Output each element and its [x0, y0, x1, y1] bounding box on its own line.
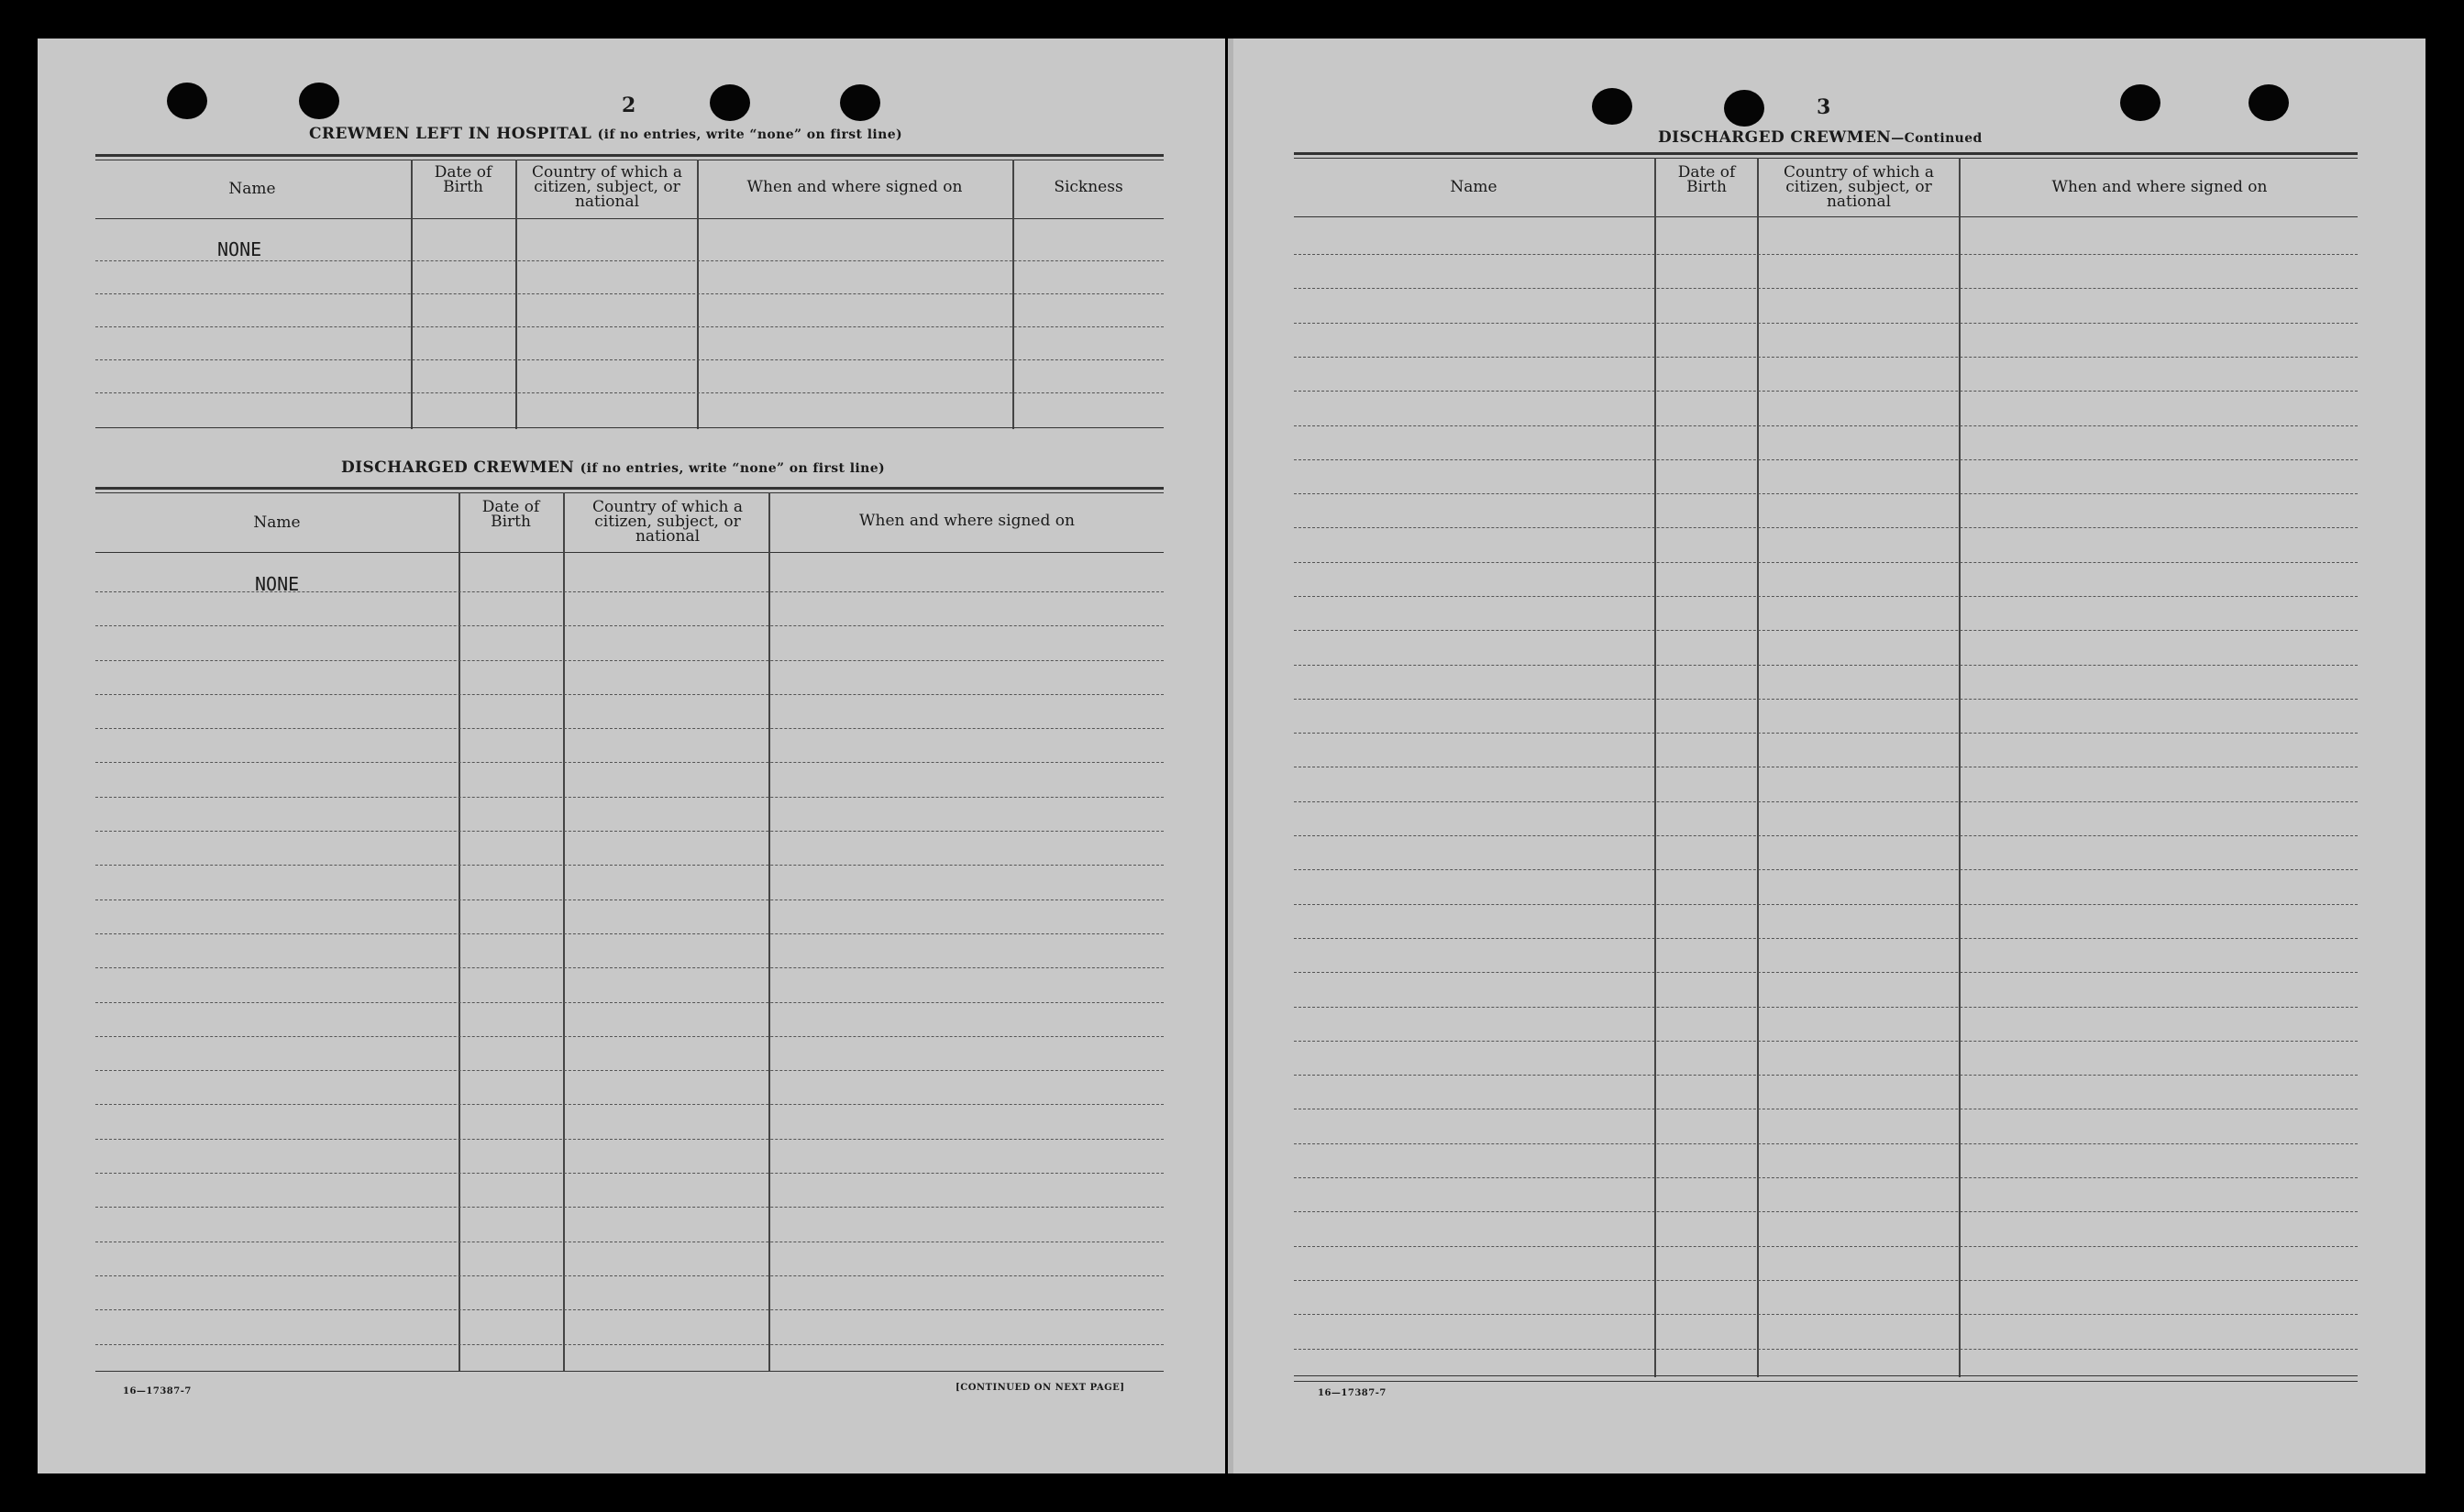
entry-line	[1294, 1246, 2358, 1247]
column-divider	[1654, 158, 1656, 1377]
entry-line	[95, 625, 1164, 626]
entry-line	[1294, 1280, 2358, 1281]
entry-line	[1294, 288, 2358, 289]
entry-line	[95, 1002, 1164, 1003]
col-header-sickness: Sickness	[1054, 178, 1123, 196]
entry-line	[95, 1344, 1164, 1345]
discharged-entry-none: NONE	[255, 573, 300, 595]
hospital-instruction: (if no entries, write “none” on first line)	[597, 127, 903, 142]
entry-line	[95, 1275, 1164, 1276]
punch-hole	[1592, 88, 1632, 125]
entry-line	[1294, 1143, 2358, 1144]
col-header-signed-on: When and where signed on	[859, 512, 1075, 530]
entry-line	[1294, 459, 2358, 460]
table-top-rule	[1294, 152, 2358, 155]
hospital-title-text: CREWMEN LEFT IN HOSPITAL	[309, 125, 592, 143]
col-header-signed-on: When and where signed on	[746, 178, 963, 196]
entry-line	[1294, 1075, 2358, 1076]
hospital-entry-none: NONE	[217, 238, 262, 260]
entry-line	[1294, 1349, 2358, 1350]
table-top-rule	[95, 487, 1164, 490]
entry-line	[95, 1309, 1164, 1310]
entry-line	[1294, 1177, 2358, 1178]
entry-line	[95, 260, 1164, 261]
punch-hole	[2249, 84, 2289, 121]
col-header-name: Name	[253, 513, 301, 532]
entry-line	[95, 762, 1164, 763]
entry-line	[95, 694, 1164, 695]
entry-line	[95, 865, 1164, 866]
entry-line	[95, 967, 1164, 968]
column-divider	[411, 160, 413, 429]
entry-line	[1294, 391, 2358, 392]
column-divider	[563, 492, 565, 1371]
entry-line	[1294, 425, 2358, 426]
entry-line	[1294, 596, 2358, 597]
header-bottom-rule	[95, 218, 1164, 219]
punch-hole	[1724, 90, 1764, 127]
col-header-date-of-birth: Date of Birth	[1677, 163, 1736, 196]
entry-line	[95, 1070, 1164, 1071]
entry-line	[1294, 254, 2358, 255]
col-header-date-of-birth: Date of Birth	[481, 498, 540, 531]
page-number: 3	[1817, 95, 1831, 119]
entry-line	[95, 1104, 1164, 1105]
column-divider	[697, 160, 699, 429]
table-bottom-rule	[95, 1371, 1164, 1372]
col-header-name: Name	[228, 180, 276, 198]
column-divider	[1757, 158, 1759, 1377]
column-divider	[1012, 160, 1014, 429]
entry-line	[95, 797, 1164, 798]
entry-line	[95, 1173, 1164, 1174]
entry-line	[1294, 835, 2358, 836]
entry-line	[95, 899, 1164, 900]
table-bottom-rule	[95, 427, 1164, 428]
entry-line	[1294, 1211, 2358, 1212]
entry-line	[1294, 972, 2358, 973]
entry-line	[1294, 323, 2358, 324]
continued-suffix: —Continued	[1891, 131, 1983, 146]
entry-line	[1294, 357, 2358, 358]
entry-line	[95, 831, 1164, 832]
form-number: 16—17387-7	[1318, 1388, 1387, 1398]
col-header-country: Country of which a citizen, subject, or national	[532, 163, 682, 211]
table-bottom-rule	[1294, 1375, 2358, 1376]
entry-line	[1294, 493, 2358, 494]
entry-line	[1294, 665, 2358, 666]
entry-line	[1294, 938, 2358, 939]
entry-line	[1294, 1314, 2358, 1315]
column-divider	[459, 492, 460, 1371]
entry-line	[95, 660, 1164, 661]
entry-line	[95, 1036, 1164, 1037]
entry-line	[1294, 699, 2358, 700]
entry-line	[1294, 562, 2358, 563]
column-divider	[768, 492, 770, 1371]
discharged-instruction: (if no entries, write “none” on first line)	[580, 461, 886, 476]
entry-line	[95, 1207, 1164, 1208]
header-bottom-rule	[1294, 216, 2358, 217]
column-divider	[515, 160, 517, 429]
discharged-title-text: DISCHARGED CREWMEN	[341, 458, 575, 477]
entry-line	[1294, 1041, 2358, 1042]
left-page	[38, 39, 1225, 1473]
entry-line	[1294, 527, 2358, 528]
punch-hole	[2120, 84, 2160, 121]
header-bottom-rule	[95, 552, 1164, 553]
column-divider	[1959, 158, 1961, 1377]
continued-title-text: DISCHARGED CREWMEN	[1658, 128, 1892, 147]
entry-line	[95, 1139, 1164, 1140]
table-top-rule	[95, 154, 1164, 157]
entry-line	[95, 359, 1164, 360]
entry-line	[95, 392, 1164, 393]
punch-hole	[710, 84, 750, 121]
form-number: 16—17387-7	[123, 1386, 192, 1396]
entry-line	[95, 326, 1164, 327]
entry-line	[1294, 869, 2358, 870]
table-top-rule	[95, 492, 1164, 493]
entry-line	[1294, 1007, 2358, 1008]
punch-hole	[840, 84, 880, 121]
col-header-date-of-birth: Date of Birth	[434, 163, 492, 196]
punch-hole	[167, 83, 207, 119]
entry-line	[1294, 801, 2358, 802]
table-top-rule	[1294, 158, 2358, 159]
col-header-country: Country of which a citizen, subject, or national	[592, 498, 743, 546]
entry-line	[95, 933, 1164, 934]
entry-line	[95, 293, 1164, 294]
entry-line	[1294, 630, 2358, 631]
col-header-name: Name	[1450, 178, 1497, 196]
col-header-signed-on: When and where signed on	[2051, 178, 2268, 196]
entry-line	[95, 728, 1164, 729]
col-header-country: Country of which a citizen, subject, or national	[1784, 163, 1934, 211]
discharged-section-title	[341, 458, 885, 477]
page-number: 2	[622, 94, 636, 117]
continued-note: [CONTINUED ON NEXT PAGE]	[956, 1383, 1125, 1393]
table-bottom-rule	[1294, 1381, 2358, 1382]
entry-line	[1294, 904, 2358, 905]
hospital-section-title	[309, 125, 902, 143]
discharged-continued-title	[1658, 128, 1983, 147]
entry-line	[1294, 733, 2358, 734]
punch-hole	[299, 83, 339, 119]
